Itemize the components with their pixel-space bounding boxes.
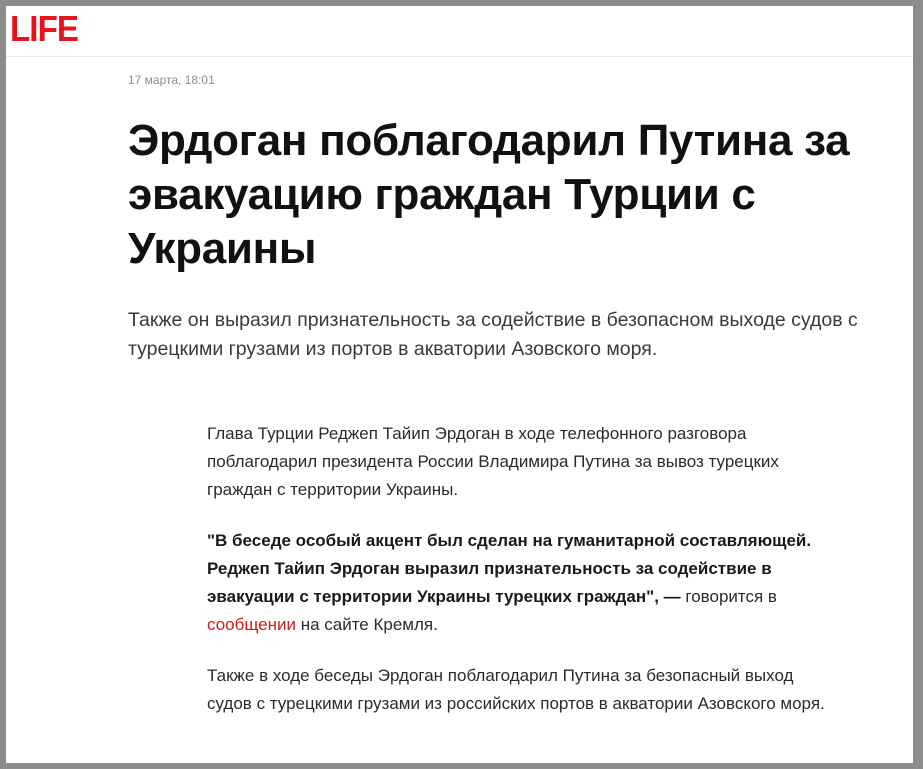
article-paragraph: Также в ходе беседы Эрдоган поблагодарил Путина за безопасный выход судов с турецкими грузами из российских портов в акватории Азовского моря. bbox=[207, 666, 825, 713]
kremlin-quote: "В беседе особый акцент был сделан на гуманитарной составляющей. Реджеп Тайип Эрдоган выразил признательность за содействие в эвакуации с территории Украины турецких граждан", — bbox=[207, 531, 812, 606]
page bbox=[6, 6, 913, 763]
article-quote-paragraph bbox=[207, 527, 827, 639]
article-lead: Также он выразил признательность за содействие в безопасном выходе судов с турецкими грузами из портов в акватории Азовского моря. bbox=[128, 309, 858, 360]
kremlin-message-link[interactable]: сообщении bbox=[207, 615, 296, 634]
article-paragraph: Глава Турции Реджеп Тайип Эрдоган в ходе телефонного разговора поблагодарил президента России Владимира Путина за вывоз турецких граждан с территории Украины. bbox=[207, 424, 779, 499]
article-body bbox=[207, 420, 827, 741]
article-title: Эрдоган поблагодарил Путина за эвакуацию граждан Турции с Украины bbox=[128, 116, 850, 273]
site-header bbox=[6, 6, 913, 57]
article-date: 17 марта, 18:01 bbox=[128, 73, 215, 87]
quote-source-tail: на сайте Кремля. bbox=[295, 615, 438, 634]
quote-attribution: говорится в bbox=[680, 587, 777, 606]
site-logo[interactable]: LIFE bbox=[10, 8, 79, 49]
